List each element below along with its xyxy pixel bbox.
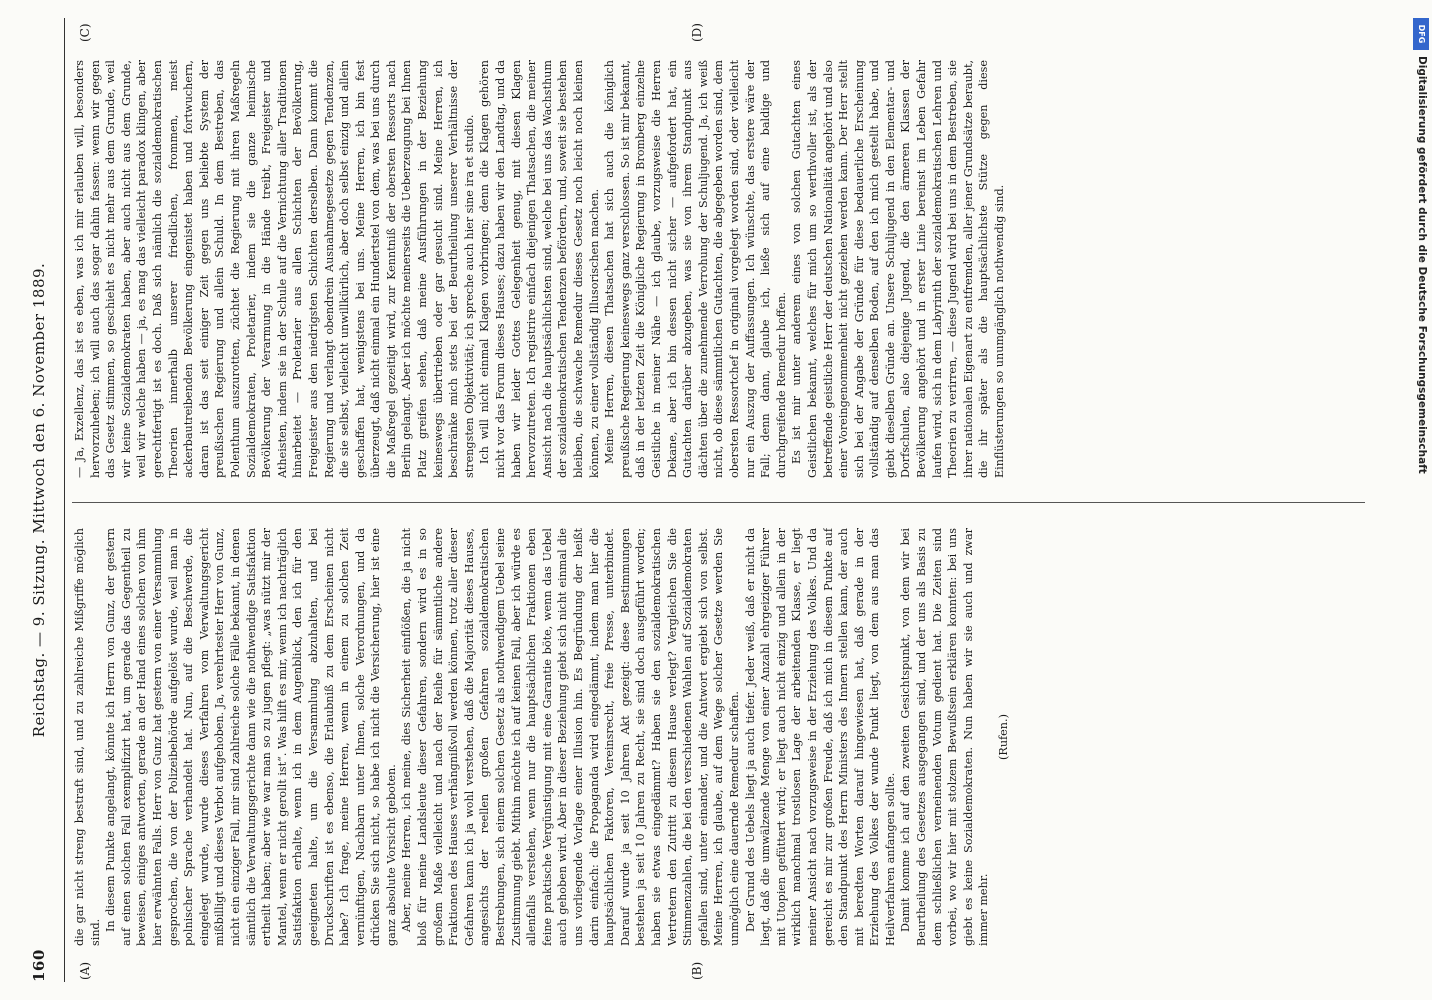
left-column — [72, 528, 1365, 946]
paragraph: Es ist mir unter anderem eines von solchen Gutachten eines Geistlichen bekannt, welches für mich um so werthvoller ist, als der betreffende geistliche Herr der deutschen Nationalität angehört und also einer Voreingenommenheit nicht geziehen werden kann. Der Herr stellt sich bei der Angabe der Gründe für diese bedauerliche Erscheinung vollständig auf denselben Boden, auf den ich mich gestellt habe, und giebt dieselben Gründe an. Unsere Schuljugend in den Elementar- und Dorfschulen, also diejenige Jugend, die den ärmeren Klassen der Bevölkerung angehört und in erster Linie bereinst im Leben Gefahr laufen wird, sich in dem Labyrinth der sozialdemokratischen Lehren und Theorien zu verirren, — diese Jugend wird bei uns in dem Bestreben, sie ihrer nationalen Eigenart zu entfremden, aller jener Grundsätze beraubt, die ihr später als die hauptsächlichste Stütze gegen diese Einflüsterungen so unumgänglich nothwendig sind. — [790, 60, 1007, 478]
margin-letter-a: (A) — [78, 961, 92, 980]
dfg-logo: DFG — [1413, 18, 1429, 50]
margin-letter-d: (D) — [690, 23, 704, 42]
paragraph: Ich will nicht einmal Klagen vorbringen; denn die Klagen gehören nicht vor das Forum dieses Hauses; dazu haben wir den Landtag, und da haben wir leider Gottes Gelegenheit genug, mit diesen Klagen hervorzutreten. Ich registrire einfach diejenigen Thatsachen, die meiner Ansicht nach die hauptsächlichsten sind, welche bei uns das Wachsthum der sozialdemokratischen Tendenzen befördern, und, soweit sie bestehen bleiben, die schwache Remedur dieses Gesetz noch leicht noch kleinen können, zu einer vollständig Illusorischen machen. — [478, 60, 601, 478]
header-rule — [64, 18, 65, 982]
right-column — [72, 60, 1365, 478]
paragraph: Der Grund des Uebels liegt ja auch tiefer. Jeder weiß, daß er nicht da liegt, daß die umwälzende Menge von einer Anzahl ehrgeiziger Führer mit Utopien gefüttert wird; er liegt auch nicht einzig und allein in der wirklich manchmal trostlosen Lage der arbeitenden Klasse, er liegt meiner Ansicht nach vorzugsweise in der Erziehung des Volkes. Und da gereicht es mir zur großen Freude, daß ich mich in diesem Punkte auf den Standpunkt des Herrn Ministers des Innern stellen kann, der auch mit beredten Worten darauf hingewiesen hat, daß gerade in der Erziehung des Volkes der wunde Punkt liegt, von dem aus man das Heilverfahren anfangen sollte. — [743, 528, 897, 946]
paragraph: In diesem Punkte angelangt, könnte ich Herrn von Gunz, der gestern auf einen solchen Fall exemplifizirt hat, um gerade das Gegentheil zu beweisen, einiges antworten, gerade an der Hand eines solchen von ihm hier erwähnten Falls. Herr von Gunz hat gestern von einer Versammlung gesprochen, die von der Polizeibehörde aufgelöst wurde, weil man in polnischer Sprache verhandelt hat. Nun, auf die Beschwerde, die eingelegt wurde, wurde dieses Verfahren vom Verwaltungsgericht mißbilligt und dieses Verbot aufgehoben. Ja, verehrtester Herr von Gunz, nicht ein einziger Fall, mir sind zahlreiche solche Fälle bekannt, in denen sämtlich die Verwaltungsgerichte dann wie die nothwendige Satisfaktion ertheilt haben; aber wie war man so zu jugen pflegt: „was nützt mir der Mantel, wenn er nicht gerollt ist“. Was hilft es mir, wenn ich nachträglich Satisfaktion erhalte, wenn ich in dem Augenblick, den ich für den geeigneten halte, um die Versammlung abzuhalten, und bei Druckschriften ist es ebenso, die Erlaubniß zu dem Erscheinen nicht habe? Ich frage, meine Herren, wenn in einem zu solchen Zeit vernünftigen, Nachbarn unter Ihnen, solche Verordnungen, und da drücken Sie sich nicht, so habe ich nicht die Versicherung, hier ist eine ganz absolute Vorsicht geboten. — [104, 528, 398, 946]
paragraph: die gar nicht streng bestraft sind, und zu zahlreiche Mißgriffe möglich sind. — [73, 528, 102, 946]
paragraph: Meine Herren, diesen Thatsachen hat sich auch die königlich preußische Regierung keineswegs ganz verschlossen. So ist mir bekannt, daß in der letzten Zeit die Königliche Regierung in Bromberg einzelne Geistliche in meiner Nähe — ich glaube, vorzugsweise die Herren Dekane, aber ich bin dessen nicht sicher — aufgefordert hat, ein Gutachten darüber abzugeben, was sie von ihrem Standpunkt aus dächten über die zunehmende Verrohung der Schuljugend. Ja, ich weiß nicht, ob diese sämmtlichen Gutachten, die abgegeben worden sind, dem obersten Ressortchef in originali vorgelegt worden sind, oder vielleicht nur ein Auszug der Auffassungen. Ich wünschte, das erstere wäre der Fall; denn dann, glaube ich, ließe sich auf eine baldige und durchgreifende Remedur hoffen. — [603, 60, 788, 478]
running-title: Reichstag. — 9. Sitzung. Mittwoch den 6. November 1889. — [30, 262, 48, 738]
credit-text: Digitalisierung gefördert durch die Deutsche Forschungsgemeinschaft — [1416, 56, 1428, 474]
interjection: (Rufen.) — [997, 714, 1011, 760]
margin-letter-c: (C) — [78, 23, 92, 42]
digitization-credit — [1412, 8, 1432, 568]
page-header — [30, 18, 58, 982]
margin-letter-b: (B) — [690, 961, 704, 980]
page-number: 160 — [30, 949, 48, 982]
paragraph: — Ja, Exzellenz, das ist es eben, was ich mir erlauben will, besonders hervorzuheben; ich will auch das sogar dahin fassen: wenn wir gegen das Gesetz stimmen, so geschieht es nicht mehr aus dem Grunde, weil wir keine Sozialdemokraten haben, aber auch nicht aus dem Grunde, weil wir welche haben — ja, es mag das vielleicht paradox klingen, aber gerechtfertigt ist es doch. Daß sich nämlich die sozialdemokratischen Theorien innerhalb unserer friedlichen, frommen, meist ackerbautreibenden Bevölkerung eingenistet haben und fortwuchern, daran ist das seit einiger Zeit gegen uns beliebte System der preußischen Regierung und allein Schuld. In dem Bestreben, das Polenthum auszurotten, züchtet die Regierung mit ihren Maßregeln Sozialdemokraten, Proletarier, indem sie die ganze heimische Bevölkerung der Verarmung in die Hände treibt, Freigeister und Atheisten, indem sie in der Schule auf die Vernichtung aller Traditionen hinarbeitet — Proletarier aus allen Schichten der Bevölkerung, Freigeister aus den niedrigsten Schichten derselben. Dann kommt die Regierung und verlangt obendrein Ausnahmegesetze gegen Tendenzen, die sie selbst, vielleicht unwillkürlich, aber doch selbst einzig und allein geschaffen hat, wenigstens bei uns. Meine Herren, ich bin fest überzeugt, daß nicht einmal ein Hundertstel von dem, was bei uns durch die Maßregel gezeitigt wird, zur Kenntniß der obersten Ressorts nach Berlin gelangt. Aber ich möchte meinerseits die Ueberzeugung bei Ihnen Platz greifen sehen, daß meine Ausführungen in der Beziehung keineswegs übertrieben oder gar gesucht sind. Meine Herren, ich beschränke mich stets bei der Beurtheilung unserer Verhältnisse der strengsten Objektivität; ich spreche auch hier sine ira et studio. — [73, 60, 476, 478]
paragraph: Damit komme ich auf den zweiten Gesichtspunkt, von dem wir bei Beurtheilung des Gesetzes ausgegangen sind, und der uns als Basis zu dem schließlichen verneinenden Votum gedient hat. Die Zeiten sind vorbei, wo wir hier mit stolzem Bewußtsein erklären konnten: bei uns giebt es keine Sozialdemokraten. Nun haben wir sie auch und zwar immer mehr. — [899, 528, 991, 946]
column-divider — [72, 502, 1365, 503]
paragraph: Aber, meine Herren, ich meine, dies Sicherheit einflößen, die ja nicht bloß für meine Landsleute dieser Gefahren, sondern wird es in so großem Maße vielleicht und nach der Reihe für sämmtliche andere Fraktionen des Hauses verhängnißvoll werden können, trotz aller dieser Gefahren kann ich ja wohl verstehen, daß die Majorität dieses Hauses, angesichts der reellen großen Gefahren sozialdemokratischen Bestrebungen, sich einem solchen Gesetz als nothwendigem Uebel seine Zustimmung giebt. Mithin möchte ich auf keinen Fall, aber ich würde es allenfalls verstehen, wenn nur die hauptsächlichen Fraktionen eben feine praktische Vergünstigung mit eine Garantie böte, wenn das Uebel auch gehoben wird. Aber in dieser Beziehung giebt sich nicht einmal die uns vorliegende Vorlage einer Illusion hin. Es Begründung der heißt darin einfach: die Propaganda wird eingedämmt, indem man hier die hauptsächlichen Faktoren, Vereinsrecht, freie Presse, unterbindet. Darauf wurde ja seit 10 Jahren Akt gezeigt: diese Bestimmungen bestehen ja seit 10 Jahren zu Recht, sie sind doch ausgeführt worden; haben sie etwas eingedämmt? Haben sie den sozialdemokratischen Vertretern den Zutritt zu diesem Hause verlegt? Vergleichen Sie die Stimmenzahlen, die bei den verschiedenen Wahlen auf Sozialdemokraten gefallen sind, unter einander, und die Antwort ergiebt sich von selbst. Meine Herren, ich glaube, auf dem Wege solcher Gesetze werden Sie unmöglich eine dauernde Remedur schaffen. — [400, 528, 741, 946]
